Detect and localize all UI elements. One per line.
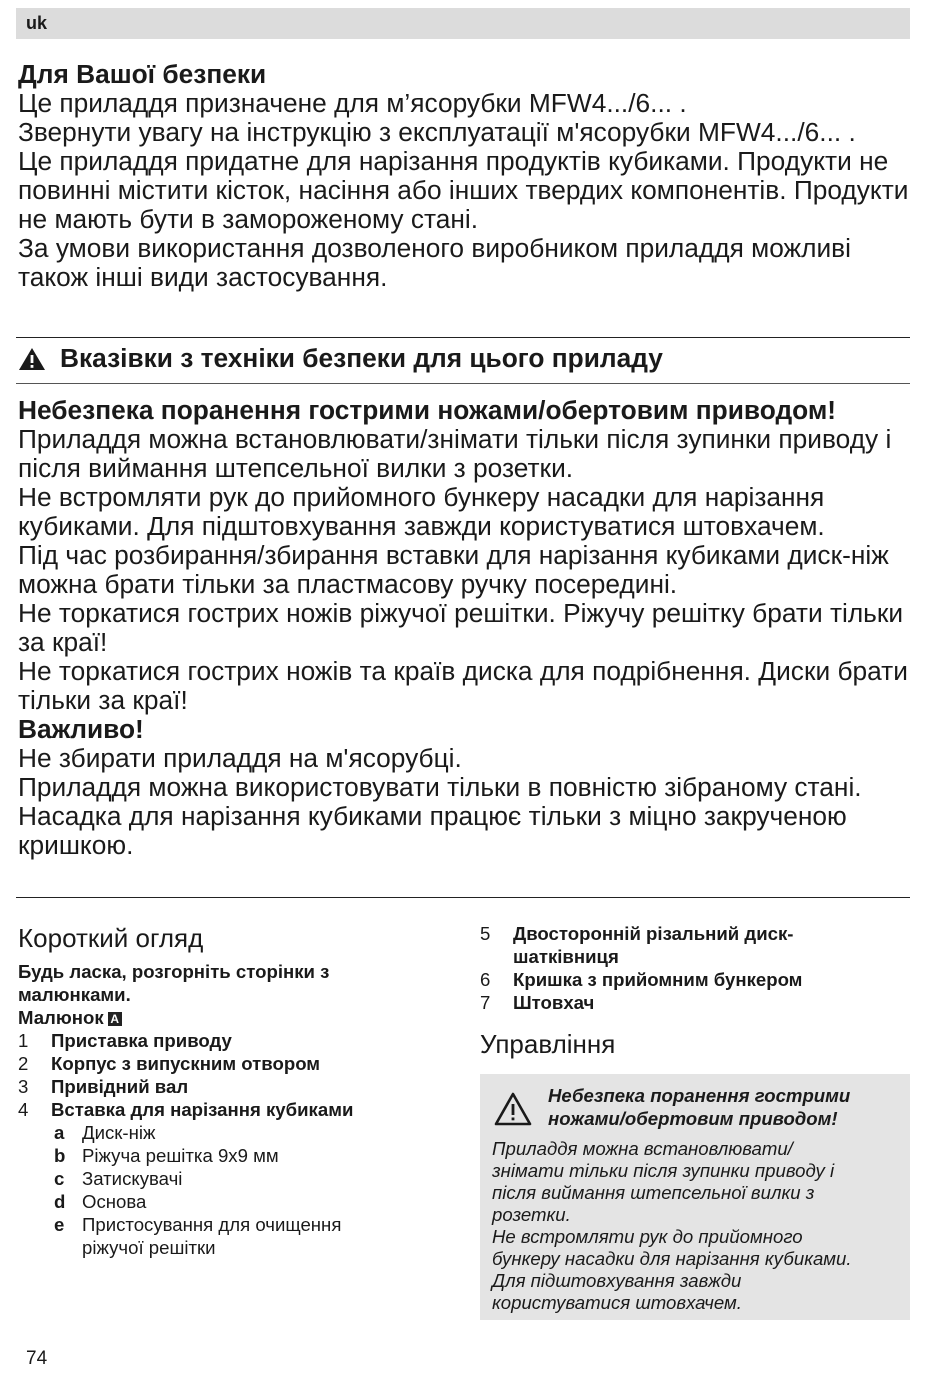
warnings-heading <box>18 343 663 374</box>
overview-intro: Будь ласка, розгорніть сторінки з малюнками. <box>18 961 330 1005</box>
language-code: uk <box>26 13 48 33</box>
important-line: Насадка для нарізання кубиками працює тільки з міцно закрученою кришкою. <box>18 801 847 860</box>
sub-item-letter: b <box>54 1145 66 1166</box>
sub-item-letter: c <box>54 1168 65 1189</box>
danger-line: Не торкатися гострих ножів та країв диска для подрібнення. Диски брати тільки за краї! <box>18 656 908 715</box>
safety-line: Звернути увагу на інструкцію з експлуатації м'ясорубки MFW4.../6... . <box>18 117 856 147</box>
sub-item-label: Диск-ніж <box>82 1122 156 1143</box>
safety-title: Для Вашої безпеки <box>18 59 267 89</box>
sub-item-letter: a <box>54 1122 65 1143</box>
item-number: 3 <box>18 1076 29 1097</box>
safety-line: За умови використання дозволеного виробником приладдя можливі також інші види застосування. <box>18 233 851 292</box>
item-number: 6 <box>480 969 491 990</box>
safety-line: Це приладдя придатне для нарізання продуктів кубиками. Продукти не повинні містити кісток, насіння або інших твердих компонентів. Продукти не мають бути в замороженому стані. <box>18 146 909 234</box>
list-item <box>480 922 912 968</box>
safety-line: Це приладдя призначене для м’ясорубки MFW4.../6... . <box>18 88 687 118</box>
sub-item-label: Основа <box>82 1191 147 1212</box>
list-item <box>18 1098 458 1121</box>
item-label: Двосторонній різальний диск-шатківниця <box>513 923 794 967</box>
danger-title: Небезпека поранення гострими ножами/обертовим приводом! <box>18 395 837 425</box>
list-item <box>480 968 912 991</box>
overview-title: Короткий огляд <box>18 923 204 953</box>
danger-line: Не торкатися гострих ножів ріжучої решітки. Ріжучу решітку брати тільки за краї! <box>18 598 904 657</box>
overview-section <box>18 922 458 1259</box>
operation-title: Управління <box>480 1029 616 1059</box>
warnings-heading-text: Вказівки з техніки безпеки для цього приладу <box>60 343 663 373</box>
figure-letter-box: A <box>108 1012 122 1026</box>
item-label: Кришка з прийомним бункером <box>513 969 803 990</box>
item-number: 2 <box>18 1053 29 1074</box>
important-title: Важливо! <box>18 714 144 744</box>
list-item <box>480 991 912 1014</box>
warning-triangle-icon <box>18 347 46 371</box>
page-number: 74 <box>26 1348 48 1369</box>
sub-item-label: Затискувачі <box>82 1168 183 1189</box>
operation-warning-title: Небезпека поранення гострими ножами/обертовим приводом! <box>548 1085 851 1129</box>
figure-reference <box>18 1006 458 1029</box>
item-number: 4 <box>18 1099 29 1120</box>
sub-item-letter: e <box>54 1214 65 1235</box>
sub-item <box>18 1190 458 1213</box>
figure-label: Малюнок <box>18 1007 104 1028</box>
divider <box>16 337 910 338</box>
safety-section <box>18 60 918 292</box>
sub-item-label: Ріжуча решітка 9x9 мм <box>82 1145 279 1166</box>
sub-item-letter: d <box>54 1191 66 1212</box>
danger-line: Приладдя можна встановлювати/знімати тільки після зупинки приводу і після виймання штепсельної вилки з розетки. <box>18 424 892 483</box>
item-label: Привідний вал <box>51 1076 189 1097</box>
item-label: Корпус з випускним отвором <box>51 1053 321 1074</box>
important-line: Приладдя можна використовувати тільки в повністю зібраному стані. <box>18 772 862 802</box>
danger-line: Не встромляти рук до прийомного бункеру насадки для нарізання кубиками. Для підштовхування завжди користуватися штовхачем. <box>18 482 825 541</box>
sub-item <box>18 1167 458 1190</box>
important-line: Не збирати приладдя на м'ясорубці. <box>18 743 462 773</box>
item-label: Вставка для нарізання кубиками <box>51 1099 354 1120</box>
sub-item <box>18 1144 458 1167</box>
item-number: 1 <box>18 1030 29 1051</box>
divider <box>16 383 910 384</box>
item-label: Штовхач <box>513 992 595 1013</box>
item-label: Приставка приводу <box>51 1030 232 1051</box>
sub-item <box>18 1121 458 1144</box>
danger-line: Під час розбирання/збирання вставки для нарізання кубиками диск-ніж можна брати тільки за пластмасову ручку посередині. <box>18 540 889 599</box>
operation-warning-box <box>480 1074 910 1320</box>
language-bar <box>16 8 910 39</box>
item-number: 5 <box>480 923 491 944</box>
overview-continued <box>480 922 912 1060</box>
warnings-body <box>18 396 918 860</box>
sub-item <box>18 1213 458 1259</box>
list-item <box>18 1052 458 1075</box>
list-item <box>18 1029 458 1052</box>
operation-warning-line: Не встромляти рук до прийомного бункеру насадки для нарізання кубиками. Для підштовхування завжди користуватися штовхачем. <box>492 1226 852 1313</box>
warning-triangle-icon <box>494 1092 532 1126</box>
divider <box>16 897 910 898</box>
list-item <box>18 1075 458 1098</box>
sub-item-label: Пристосування для очищення ріжучої решітки <box>82 1214 342 1258</box>
item-number: 7 <box>480 992 491 1013</box>
operation-warning-line: Приладдя можна встановлювати/ знімати тільки після зупинки приводу і після виймання штепсельної вилки з розетки. <box>492 1138 835 1225</box>
